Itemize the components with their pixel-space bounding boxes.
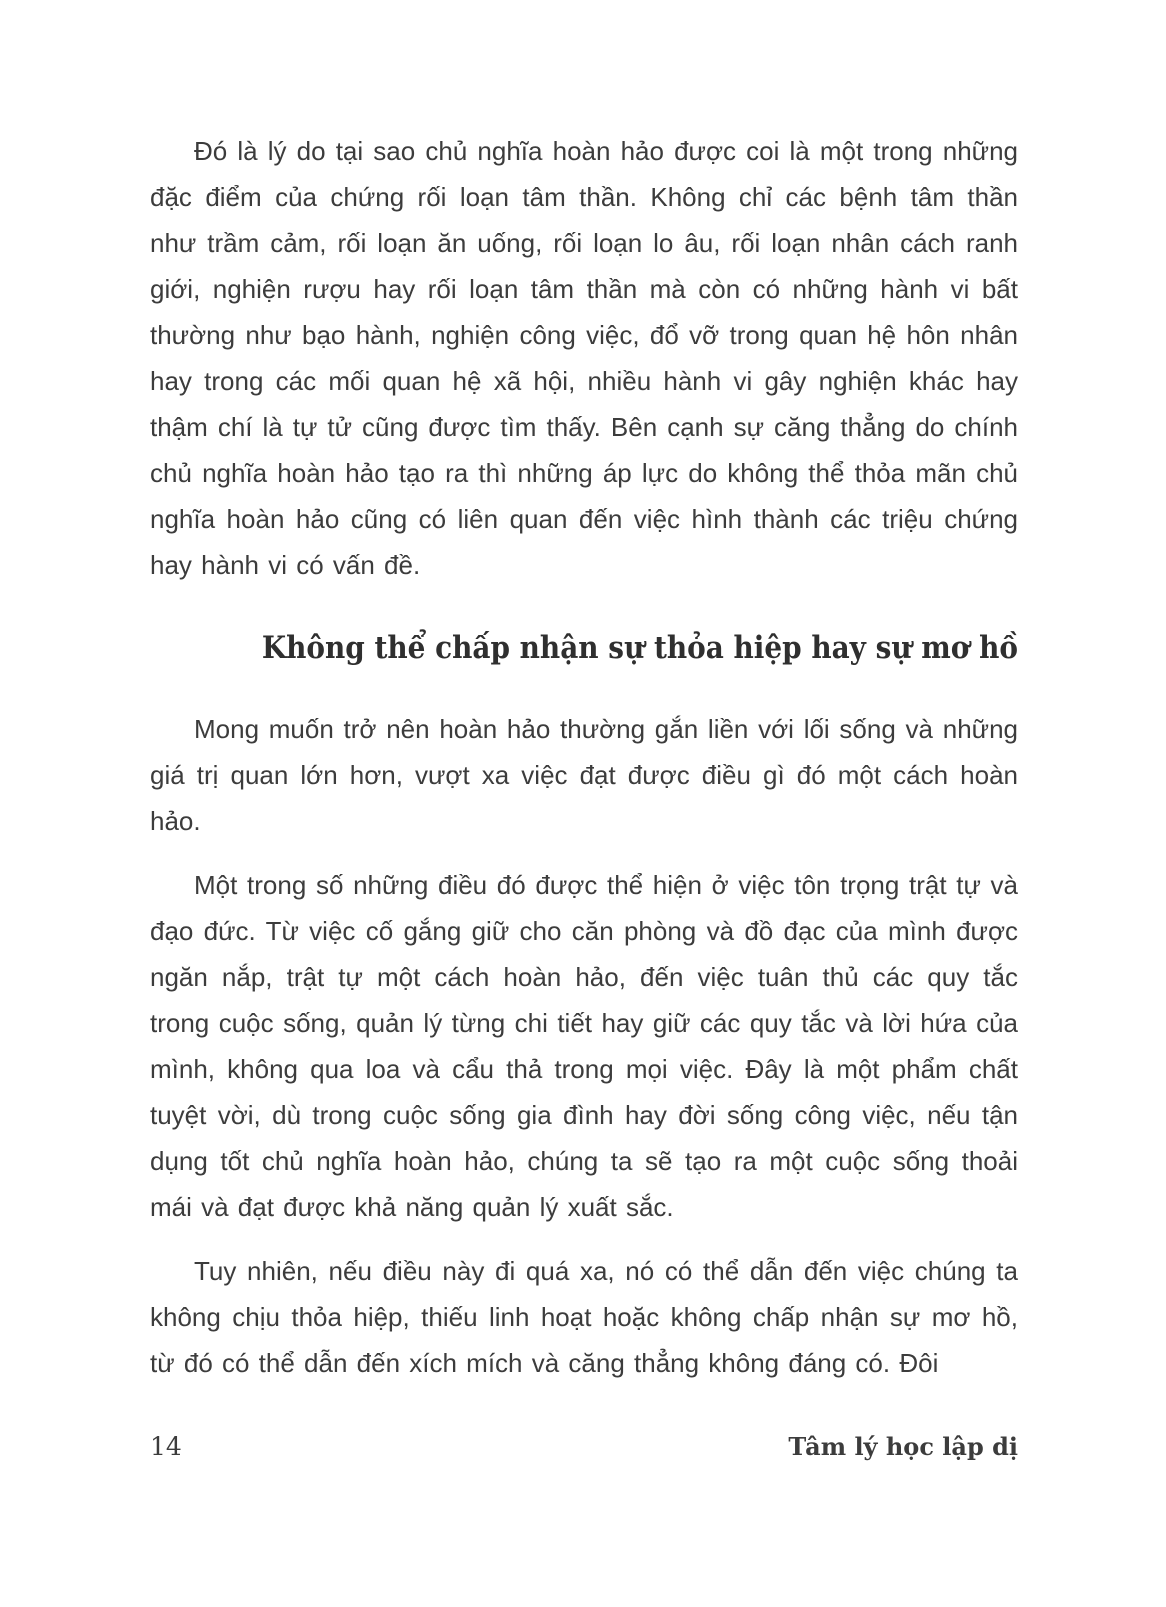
paragraph: Mong muốn trở nên hoàn hảo thường gắn liền với lối sống và những giá trị quan lớn hơn, vượt xa việc đạt được điều gì đó một cách hoàn hảo.	[150, 714, 1018, 836]
paragraph: Đó là lý do tại sao chủ nghĩa hoàn hảo được coi là một trong những đặc điểm của chứng rối loạn tâm thần. Không chỉ các bệnh tâm thần như trầm cảm, rối loạn ăn uống, rối loạn lo âu, rối loạn nhân cách ranh giới, nghiện rượu hay rối loạn tâm thần mà còn có những hành vi bất thường như bạo hành, nghiện công việc, đổ vỡ trong quan hệ hôn nhân hay trong các mối quan hệ xã hội, nhiều hành vi gây nghiện khác hay thậm chí là tự tử cũng được tìm thấy. Bên cạnh sự căng thẳng do chính chủ nghĩa hoàn hảo tạo ra thì những áp lực do không thể thỏa mãn chủ nghĩa hoàn hảo cũng có liên quan đến việc hình thành các triệu chứng hay hành vi có vấn đề.	[150, 136, 1018, 580]
paragraph: Một trong số những điều đó được thể hiện ở việc tôn trọng trật tự và đạo đức. Từ việc cố gắng giữ cho căn phòng và đồ đạc của mình được ngăn nắp, trật tự một cách hoàn hảo, đến việc tuân thủ các quy tắc trong cuộc sống, quản lý từng chi tiết hay giữ các quy tắc và lời hứa của mình, không qua loa và cẩu thả trong mọi việc. Đây là một phẩm chất tuyệt vời, dù trong cuộc sống gia đình hay đời sống công việc, nếu tận dụng tốt chủ nghĩa hoàn hảo, chúng ta sẽ tạo ra một cuộc sống thoải mái và đạt được khả năng quản lý xuất sắc.	[150, 870, 1018, 1222]
paragraph: Tuy nhiên, nếu điều này đi quá xa, nó có thể dẫn đến việc chúng ta không chịu thỏa hiệp, thiếu linh hoạt hoặc không chấp nhận sự mơ hồ, từ đó có thể dẫn đến xích mích và căng thẳng không đáng có. Đôi	[150, 1256, 1018, 1378]
page-footer	[150, 1432, 1018, 1461]
section-heading: Không thể chấp nhận sự thỏa hiệp hay sự mơ hồ	[261, 630, 1018, 666]
book-title: Tâm lý học lập dị	[788, 1432, 1018, 1461]
page-number: 14	[150, 1432, 182, 1461]
page-content	[150, 128, 1018, 1386]
